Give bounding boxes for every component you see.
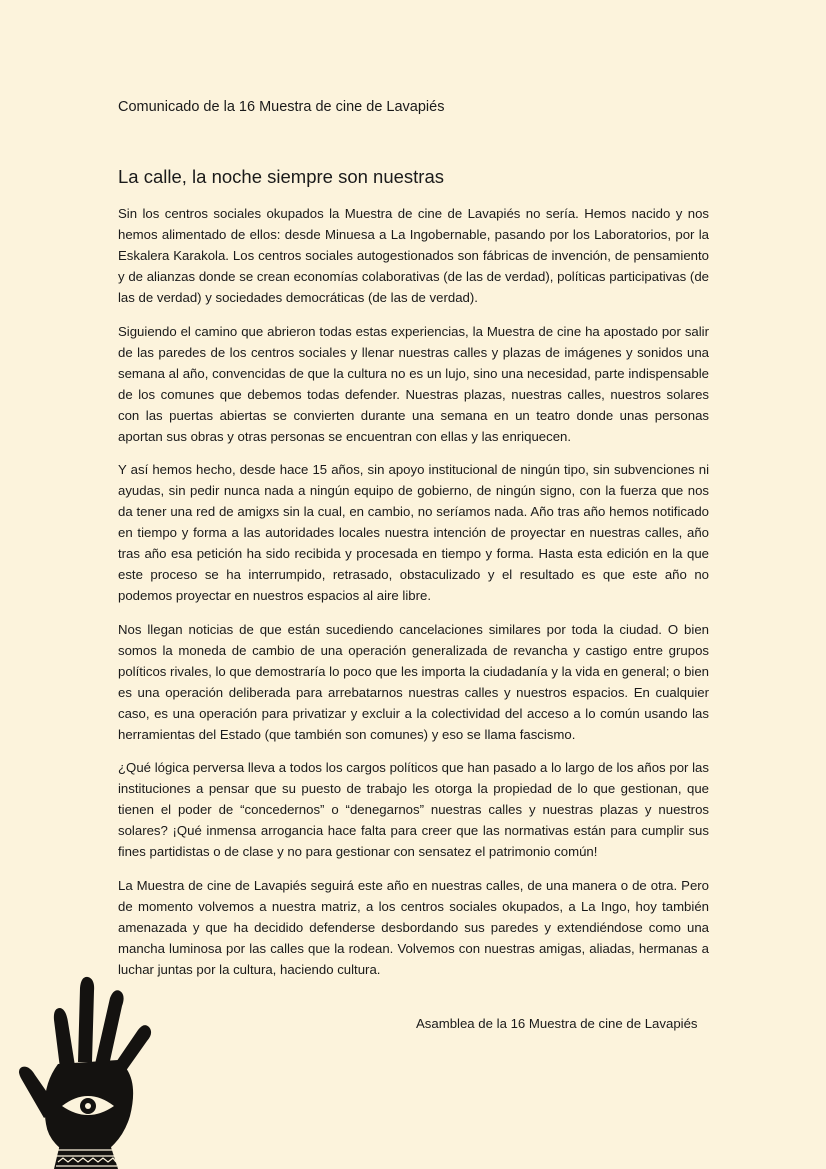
hand-eye-illustration bbox=[0, 948, 190, 1169]
signature: Asamblea de la 16 Muestra de cine de Lavapiés bbox=[416, 1016, 698, 1031]
paragraph: Nos llegan noticias de que están sucediendo cancelaciones similares por toda la ciudad. O bien somos la moneda de cambio de una operación generalizada de revancha y castigo entre grupos políticos rivales, lo que demostraría lo poco que les importa la ciudadanía y la vida en general; o bien es una operación deliberada para arrebatarnos nuestras calles y nuestros espacios. En cualquier caso, es una operación para privatizar y excluir a la colectividad del acceso a lo común usando las herramientas del Estado (que también son comunes) y eso se llama fascismo. bbox=[118, 621, 709, 742]
paragraph: Siguiendo el camino que abrieron todas estas experiencias, la Muestra de cine ha apostado por salir de las paredes de los centros sociales y llenar nuestras calles y plazas de imágenes y sonidos una semana al año, convencidas de que la cultura no es un lujo, sino una necesidad, parte indispensable de los comunes que debemos todas defender. Nuestras plazas, nuestras calles, nuestros solares con las puertas abiertas se convierten durante una semana en un teatro donde unas personas aportan sus obras y otras personas se encuentran con ellas y las enriquecen. bbox=[118, 323, 709, 444]
paragraph: Y así hemos hecho, desde hace 15 años, sin apoyo institucional de ningún tipo, sin subvenciones ni ayudas, sin pedir nunca nada a ningún equipo de gobierno, de ningún signo, con la fuerza que nos da tener una red de amigxs sin la cual, en cambio, no seríamos nada. Año tras año hemos notificado en tiempo y forma a las autoridades locales nuestra intención de proyectar en nuestras calles, año tras año esa petición ha sido recibida y procesada en tiempo y forma. Hasta esta edición en la que este proceso se ha interrumpido, retrasado, obstaculizado y el resultado es que este año no podemos proyectar en nuestros espacios al aire libre. bbox=[118, 462, 709, 603]
document-header: Comunicado de la 16 Muestra de cine de Lavapiés bbox=[118, 99, 445, 115]
paragraph: La Muestra de cine de Lavapiés seguirá este año en nuestras calles, de una manera o de otra. Pero de momento volvemos a nuestra matriz, a los centros sociales okupados, a La Ingo, hoy también amenazada y que ha decidido defenderse desbordando sus paredes y extendiéndose como una mancha luminosa por las calles que la rodean. Volvemos con nuestras amigas, aliadas, hermanas a luchar juntas por la cultura, haciendo cultura. bbox=[118, 877, 709, 977]
document-body bbox=[118, 203, 709, 992]
paragraph: Sin los centros sociales okupados la Muestra de cine de Lavapiés no sería. Hemos nacido y nos hemos alimentado de ellos: desde Minuesa a La Ingobernable, pasando por los Laboratorios, por la Eskalera Karakola. Los centros sociales autogestionados son fábricas de invención, de pensamiento y de alianzas donde se crean economías colaborativas (de las de verdad), políticas participativas (de las de verdad) y sociedades democráticas (de las de verdad). bbox=[118, 206, 709, 305]
document-title: La calle, la noche siempre son nuestras bbox=[118, 166, 444, 187]
paragraph: ¿Qué lógica perversa lleva a todos los cargos políticos que han pasado a lo largo de los años por las instituciones a pensar que su puesto de trabajo les otorga la propiedad de lo que gestionan, que tienen el poder de “concedernos” o “denegarnos” nuestras calles y nuestras plazas y nuestros solares? ¡Qué inmensa arrogancia hace falta para creer que las normativas están para cumplir sus fines partidistas o de clase y no para gestionar con sensatez el patrimonio común! bbox=[118, 760, 709, 859]
